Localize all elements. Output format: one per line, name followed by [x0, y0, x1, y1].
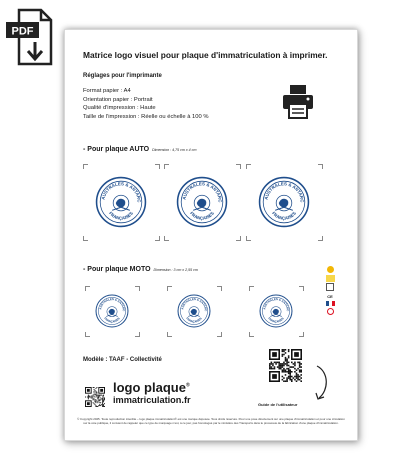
svg-text:TERRES AUSTRALES & ANTARCTIQUE: AUSTRALES & ANTARC [100, 181, 142, 203]
taaf-logo-auto [176, 176, 228, 228]
crop-mark [164, 164, 169, 169]
moto-section-label [83, 266, 198, 273]
svg-text:FRANÇAISES: FRANÇAISES [103, 316, 121, 324]
taaf-logo-auto [258, 176, 310, 228]
svg-text:TERRES AUSTRALES & ANTARCTIQUE: AUSTRALES & ANTARC [98, 297, 126, 312]
printer-icon [281, 83, 315, 121]
svg-text:TERRES AUSTRALES & ANTARCTIQUE: AUSTRALES & ANTARC [262, 297, 290, 312]
crop-mark [164, 236, 169, 241]
certification-badges [324, 266, 336, 316]
badge-flag [326, 301, 335, 306]
moto-dimension: Dimension : 3 cm x 2,55 cm [153, 268, 198, 272]
crop-mark [318, 164, 323, 169]
badge-frame [326, 283, 334, 291]
print-sheet [64, 29, 358, 441]
svg-text:FRANÇAISES: FRANÇAISES [108, 210, 134, 221]
crop-mark [135, 286, 140, 291]
crop-mark [249, 286, 254, 291]
crop-mark [246, 164, 251, 169]
crop-mark [299, 286, 304, 291]
crop-mark [167, 286, 172, 291]
qr-code-icon[interactable] [85, 387, 105, 407]
crop-mark [85, 286, 90, 291]
pdf-label: PDF [11, 25, 34, 38]
svg-text:TERRES AUSTRALES & ANTARCTIQUE: AUSTRALES & ANTARC [180, 297, 208, 312]
arrow-icon [313, 362, 333, 402]
taaf-logo-auto [95, 176, 147, 228]
auto-label: - Pour plaque AUTO [83, 146, 150, 153]
brand-domain: immatriculation.fr [113, 395, 191, 405]
crop-mark [236, 164, 241, 169]
auto-section-label [83, 146, 196, 153]
setting-orientation: Orientation papier : Portrait [83, 96, 153, 103]
footer-copyright: © Copyright 2025. Toute reproduction interdite – logo plaque immatriculation® est une marque déposée. Tous droits réservés. Pour une pose directement sur une plaque d'immatriculation et pour une circulation sur la voie publique, il convient de rappeler que ce type de marquage n'est, à ce jour, pas homologué par le ministère des Transports dans le processus de la fabrication d'une plaque d'immatriculation. [77, 417, 345, 425]
crop-mark [318, 236, 323, 241]
badge-label [326, 275, 335, 282]
badge-no-sign [327, 308, 334, 315]
brand-line1: logo plaque [113, 380, 186, 395]
settings-list [83, 87, 209, 121]
moto-label: - Pour plaque MOTO [83, 266, 151, 273]
crop-mark [83, 236, 88, 241]
svg-text:TERRES AUSTRALES & ANTARCTIQUE: AUSTRALES & ANTARC [263, 181, 305, 203]
pdf-download-icon[interactable] [5, 8, 53, 70]
crop-mark [246, 236, 251, 241]
setting-size: Taille de l'impression : Réelle ou échelle à 100 % [83, 113, 209, 120]
crop-mark [217, 332, 222, 337]
badge-ce: CE [327, 293, 333, 299]
taaf-logo-moto [177, 294, 211, 328]
taaf-logo-moto [259, 294, 293, 328]
svg-text:TERRES AUSTRALES & ANTARCTIQUE: AUSTRALES & ANTARC [181, 181, 223, 203]
taaf-logo-moto [95, 294, 129, 328]
crop-mark [155, 164, 160, 169]
brand-name [113, 380, 190, 395]
crop-mark [85, 332, 90, 337]
crop-mark [236, 236, 241, 241]
crop-mark [299, 332, 304, 337]
crop-mark [83, 164, 88, 169]
setting-quality: Qualité d'impression : Haute [83, 105, 156, 112]
crop-mark [217, 286, 222, 291]
qr-code-icon[interactable] [269, 349, 302, 382]
model-label: Modèle : TAAF - Collectivité [83, 357, 162, 363]
svg-text:FRANÇAISES: FRANÇAISES [189, 210, 215, 221]
badge-warning [327, 266, 334, 273]
svg-text:FRANÇAISES: FRANÇAISES [185, 316, 203, 324]
settings-heading: Réglages pour l'imprimante [83, 73, 162, 79]
crop-mark [135, 332, 140, 337]
setting-format: Format papier : A4 [83, 88, 131, 94]
svg-text:FRANÇAISES: FRANÇAISES [271, 210, 297, 221]
crop-mark [249, 332, 254, 337]
brand-registered: ® [185, 382, 190, 389]
crop-mark [167, 332, 172, 337]
sheet-title: Matrice logo visuel pour plaque d'immatriculation à imprimer. [83, 50, 328, 60]
crop-mark [155, 236, 160, 241]
auto-dimension: Dimension : 4,75 cm x 4 cm [152, 148, 197, 152]
user-guide-label: Guide de l'utilisateur [258, 402, 298, 407]
svg-text:FRANÇAISES: FRANÇAISES [267, 316, 285, 324]
